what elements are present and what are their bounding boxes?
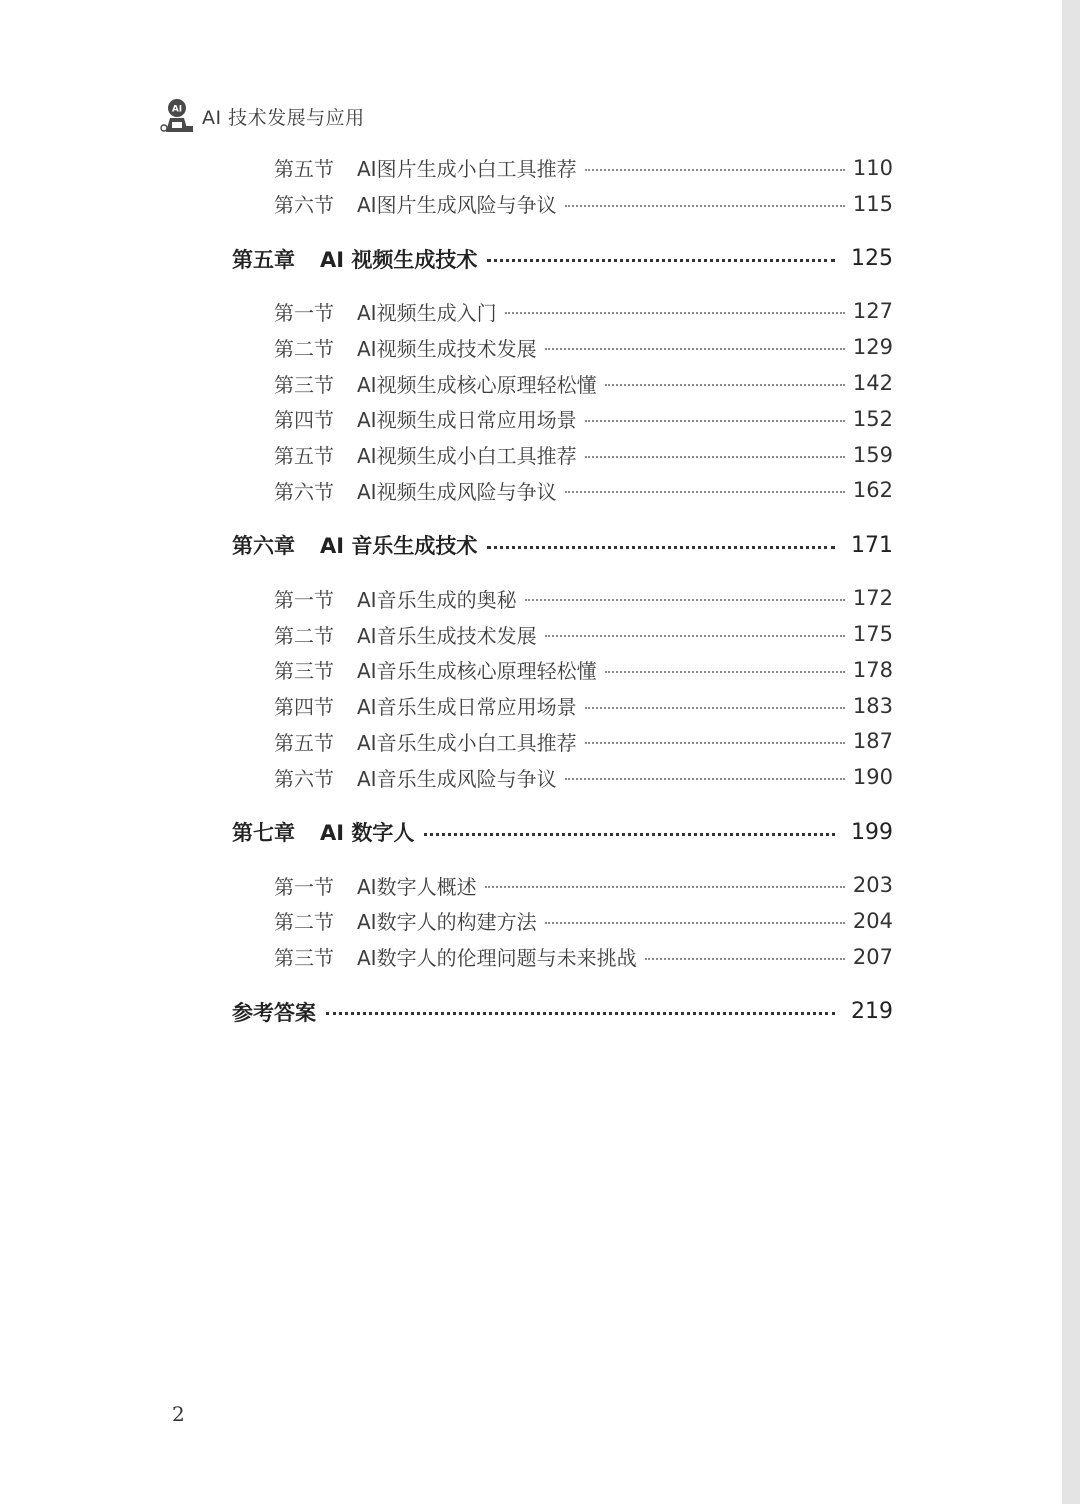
section-label: 第一节 — [274, 874, 334, 899]
chapter-sections — [232, 580, 893, 795]
section-label: 第三节 — [274, 372, 334, 397]
section-page: 190 — [852, 765, 893, 790]
section-title: AI视频生成核心原理轻松懂 — [357, 372, 597, 397]
toc-answers-entry[interactable] — [232, 993, 893, 1031]
section-page: 187 — [852, 729, 893, 754]
section-title: AI图片生成风险与争议 — [357, 193, 557, 218]
section-page: 110 — [852, 155, 893, 180]
section-page: 183 — [852, 693, 893, 718]
dot-leader — [605, 384, 845, 386]
dot-leader — [585, 420, 845, 422]
toc-section-entry[interactable] — [232, 580, 893, 616]
toc-section-entry[interactable] — [232, 186, 893, 222]
dot-leader — [326, 1012, 835, 1015]
toc-section-entry[interactable] — [232, 688, 893, 724]
toc-chapter-entry[interactable] — [232, 240, 893, 278]
ai-robot-logo-icon — [160, 98, 194, 134]
section-label: 第五节 — [274, 444, 334, 469]
dot-leader — [505, 312, 845, 314]
section-title: AI音乐生成小白工具推荐 — [357, 730, 577, 755]
section-label: 第四节 — [274, 408, 334, 433]
dot-leader — [565, 205, 845, 207]
chapter-title: AI 视频生成技术 — [320, 247, 478, 272]
section-page: 178 — [852, 657, 893, 682]
logo-text: AI — [171, 104, 183, 115]
section-title: AI音乐生成核心原理轻松懂 — [357, 659, 597, 684]
section-label: 第四节 — [274, 695, 334, 720]
toc-section-entry[interactable] — [232, 867, 893, 903]
toc-section-entry[interactable] — [232, 759, 893, 795]
section-title: AI音乐生成的奥秘 — [357, 587, 517, 612]
toc-section-entry[interactable] — [232, 294, 893, 330]
dot-leader — [525, 599, 845, 601]
toc-section-entry[interactable] — [232, 401, 893, 437]
section-page: 207 — [852, 944, 893, 969]
dot-leader — [485, 886, 845, 888]
section-page: 152 — [852, 406, 893, 431]
running-header — [160, 98, 365, 134]
section-page: 142 — [852, 371, 893, 396]
chapter-title: AI 数字人 — [320, 821, 415, 846]
toc-section-entry[interactable] — [232, 903, 893, 939]
chapter-page: 125 — [851, 246, 893, 272]
page-number: 2 — [172, 1402, 185, 1426]
section-title: AI数字人的构建方法 — [357, 910, 537, 935]
toc-chapter-entry[interactable] — [232, 813, 893, 851]
chapter-page: 199 — [851, 819, 893, 845]
dot-leader — [545, 922, 845, 924]
toc-section-entry[interactable] — [232, 652, 893, 688]
section-page: 115 — [852, 191, 893, 216]
section-label: 第二节 — [274, 336, 334, 361]
section-page: 127 — [852, 299, 893, 324]
section-label: 第六节 — [274, 479, 334, 504]
dot-leader — [424, 833, 835, 836]
section-page: 172 — [852, 586, 893, 611]
toc-section-entry[interactable] — [232, 329, 893, 365]
section-page: 204 — [852, 908, 893, 933]
section-title: AI音乐生成日常应用场景 — [357, 695, 577, 720]
section-title: AI视频生成风险与争议 — [357, 479, 557, 504]
dot-leader — [487, 259, 835, 262]
page-edge-strip — [1062, 0, 1080, 1504]
book-title: AI 技术发展与应用 — [202, 106, 365, 129]
toc-section-entry[interactable] — [232, 150, 893, 186]
toc-section-entry[interactable] — [232, 473, 893, 509]
dot-leader — [585, 742, 845, 744]
chapter-sections — [232, 294, 893, 509]
chapter-sections — [232, 867, 893, 974]
table-of-contents — [232, 150, 893, 1047]
toc-chapter-entry[interactable] — [232, 526, 893, 564]
dot-leader — [645, 958, 845, 960]
dot-leader — [585, 707, 845, 709]
dot-leader — [565, 778, 845, 780]
dot-leader — [585, 456, 845, 458]
section-label: 第三节 — [274, 946, 334, 971]
section-title: AI视频生成小白工具推荐 — [357, 444, 577, 469]
dot-leader — [545, 348, 845, 350]
section-label: 第六节 — [274, 193, 334, 218]
toc-section-entry[interactable] — [232, 724, 893, 760]
dot-leader — [565, 491, 845, 493]
section-page: 159 — [852, 442, 893, 467]
toc-section-entry[interactable] — [232, 437, 893, 473]
dot-leader — [545, 635, 845, 637]
dot-leader — [487, 546, 835, 549]
chapter-label: 第七章 — [232, 821, 295, 846]
answers-page: 219 — [851, 999, 893, 1025]
answers-title: 参考答案 — [232, 1000, 316, 1025]
section-page: 129 — [852, 335, 893, 360]
section-label: 第六节 — [274, 766, 334, 791]
chapter-title: AI 音乐生成技术 — [320, 534, 478, 559]
section-title: AI图片生成小白工具推荐 — [357, 157, 577, 182]
section-title: AI视频生成入门 — [357, 300, 497, 325]
section-label: 第五节 — [274, 157, 334, 182]
section-title: AI音乐生成技术发展 — [357, 623, 537, 648]
section-label: 第二节 — [274, 910, 334, 935]
dot-leader — [585, 169, 845, 171]
section-title: AI数字人概述 — [357, 874, 477, 899]
section-title: AI数字人的伦理问题与未来挑战 — [357, 946, 637, 971]
section-label: 第三节 — [274, 659, 334, 684]
section-page: 203 — [852, 873, 893, 898]
section-label: 第二节 — [274, 623, 334, 648]
section-page: 162 — [852, 478, 893, 503]
section-title: AI音乐生成风险与争议 — [357, 766, 557, 791]
leading-sections — [232, 150, 893, 222]
dot-leader — [605, 671, 845, 673]
section-label: 第五节 — [274, 730, 334, 755]
chapter-label: 第五章 — [232, 247, 295, 272]
toc-section-entry[interactable] — [232, 616, 893, 652]
toc-section-entry[interactable] — [232, 939, 893, 975]
section-label: 第一节 — [274, 587, 334, 612]
section-label: 第一节 — [274, 300, 334, 325]
toc-section-entry[interactable] — [232, 365, 893, 401]
chapter-label: 第六章 — [232, 534, 295, 559]
section-title: AI视频生成日常应用场景 — [357, 408, 577, 433]
section-page: 175 — [852, 622, 893, 647]
chapter-page: 171 — [851, 532, 893, 558]
section-title: AI视频生成技术发展 — [357, 336, 537, 361]
